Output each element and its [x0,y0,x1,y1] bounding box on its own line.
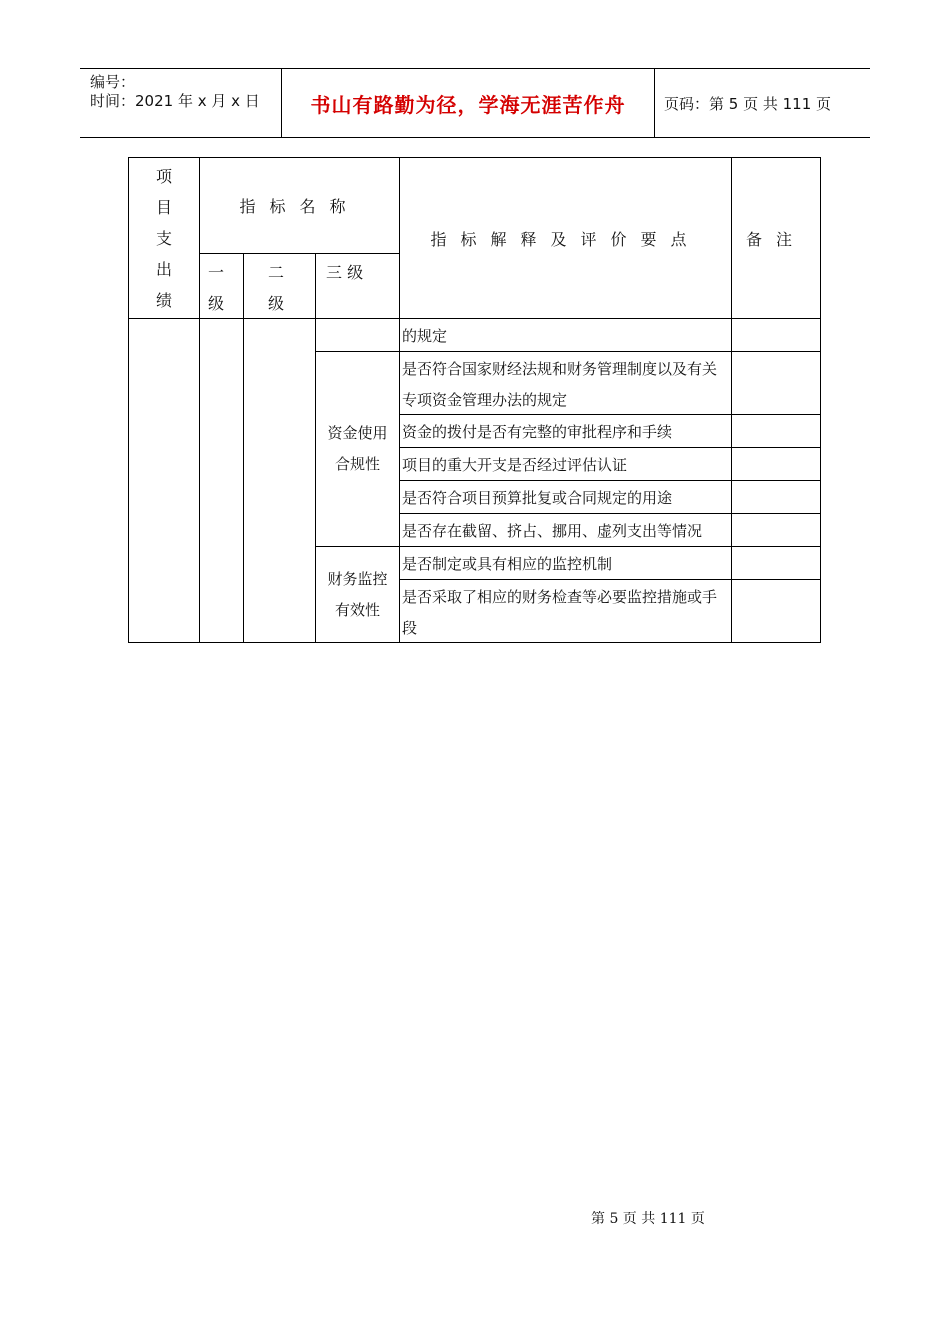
level-2-cell [243,318,316,643]
header-explanation-text: 指标解释及评价要点 [430,229,701,249]
doc-date-label: 时间：2021 年 x 月 x 日 [90,92,260,110]
header-page-info: 页码：第 5 页 共 111 页 [664,94,832,113]
header-level-1 [199,253,244,319]
level-3-cell [315,318,400,352]
header-char: 项 [155,166,172,186]
header-meta [80,69,281,137]
table-row: 是否符合项目预算批复或合同规定的用途 [399,480,732,514]
header-project-expense [128,157,200,319]
remark-cell [731,351,821,415]
header-char: 二 [268,263,285,282]
table-row: 是否采取了相应的财务检查等必要监控措施或手段 [399,579,732,643]
table-row: 项目的重大开支是否经过评估认证 [399,447,732,481]
header-motto: 书山有路勤为径，学海无涯苦作舟 [310,92,626,117]
group-monitor [315,546,400,643]
table-row: 是否制定或具有相应的监控机制 [399,546,732,580]
table-row: 是否存在截留、挤占、挪用、虚列支出等情况 [399,513,732,547]
header-remark-text: 备注 [745,229,806,249]
header-level-3 [315,253,400,319]
page-footer: 第 5 页 共 111 页 [591,1211,705,1227]
doc-number-label: 编号： [90,73,136,91]
table-row: 是否符合国家财经法规和财务管理制度以及有关专项资金管理办法的规定 [399,351,732,415]
header-char: 级 [268,294,285,313]
project-expense-cell [128,318,200,643]
page-header [80,68,870,138]
header-level-3-text: 三 级 [326,263,364,282]
level-1-cell [199,318,244,643]
group-fund-use [315,351,400,547]
header-char: 一 [208,263,225,282]
header-motto-cell [281,69,655,137]
header-page-cell [654,69,870,137]
remark-cell [731,480,821,514]
remark-cell [731,513,821,547]
header-char: 出 [155,259,172,279]
header-char: 绩 [155,290,172,310]
remark-cell [731,546,821,580]
header-indicator-name [199,157,400,254]
remark-cell [731,414,821,448]
table-row: 的规定 [399,318,732,352]
header-indicator-name-text: 指标名称 [239,197,360,216]
remark-cell [731,447,821,481]
table-row: 资金的拨付是否有完整的审批程序和手续 [399,414,732,448]
indicator-table [128,157,821,643]
remark-cell [731,318,821,352]
header-char: 级 [208,294,225,313]
group-monitor-line: 有效性 [334,600,380,619]
header-explanation [399,157,732,319]
header-level-2 [243,253,316,319]
header-char: 目 [155,197,172,217]
remark-cell [731,579,821,643]
header-remark [731,157,821,319]
group-monitor-line: 财务监控 [327,569,388,588]
group-fund-use-line: 合规性 [334,455,380,473]
header-char: 支 [155,228,172,248]
group-fund-use-line: 资金使用 [327,424,388,442]
